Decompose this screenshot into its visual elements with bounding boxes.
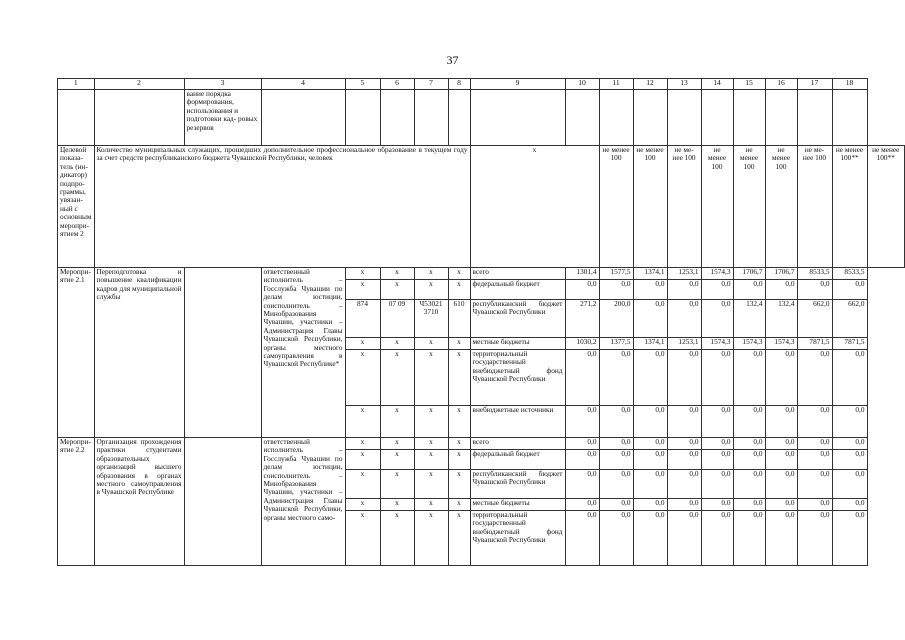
indicator-row [58, 146, 905, 268]
table-cell [599, 90, 633, 146]
funding-source: республиканский бюджет Чувашской Республики [470, 300, 565, 338]
activity-name: Переподготовка и повышение квалификации кадров для муниципальной службы [94, 268, 184, 438]
amount-value: 0,0 [565, 499, 599, 511]
table-cell [701, 90, 733, 146]
budget-code: x [414, 511, 448, 566]
budget-code: x [380, 511, 414, 566]
amount-value: 0,0 [667, 499, 701, 511]
budget-code: 610 [448, 300, 470, 338]
budget-code: x [380, 268, 414, 280]
amount-value: 0,0 [701, 450, 733, 470]
activity-row [58, 268, 905, 280]
amount-value: 0,0 [599, 499, 633, 511]
activity-executor: ответственный исполнитель – Госслужба Чувашии по делам юстиции, соисполнитель – Минобразования Чувашии, участники – Администрация Главы Чувашской Республики, органы местного само- [261, 438, 345, 566]
amount-value: 200,0 [599, 300, 633, 338]
budget-code: x [414, 499, 448, 511]
amount-value: 7871,5 [797, 338, 832, 350]
amount-value: 0,0 [599, 450, 633, 470]
budget-code: x [345, 450, 380, 470]
amount-value: 0,0 [667, 511, 701, 566]
amount-value: 0,0 [733, 511, 765, 566]
column-number: 4 [261, 79, 345, 90]
funding-source: федеральный бюджет [470, 450, 565, 470]
amount-value: 132,4 [765, 300, 797, 338]
activity-label: Меропри- ятие 2.1 [58, 268, 95, 438]
amount-value: 0,0 [701, 511, 733, 566]
budget-code: x [380, 406, 414, 438]
funding-source: местные бюджеты [470, 338, 565, 350]
budget-code: x [448, 499, 470, 511]
budget-code: x [448, 280, 470, 300]
column-number: 6 [380, 79, 414, 90]
funding-source: внебюджетные источники [470, 406, 565, 438]
amount-value: 0,0 [733, 450, 765, 470]
column-number: 9 [470, 79, 565, 90]
amount-value: 0,0 [797, 470, 832, 499]
amount-value: 1706,7 [765, 268, 797, 280]
amount-value: 0,0 [797, 511, 832, 566]
amount-value: 0,0 [765, 499, 797, 511]
indicator-value: не менее 100 [701, 146, 733, 268]
amount-value: 0,0 [565, 350, 599, 406]
amount-value: 0,0 [565, 406, 599, 438]
table-cell [94, 90, 184, 146]
table-cell [261, 90, 345, 146]
column-number: 10 [565, 79, 599, 90]
table-cell [733, 90, 765, 146]
amount-value: 0,0 [765, 280, 797, 300]
amount-value: 1574,3 [765, 338, 797, 350]
amount-value: 0,0 [667, 406, 701, 438]
amount-value: 0,0 [667, 450, 701, 470]
amount-value: 0,0 [667, 280, 701, 300]
amount-value: 0,0 [633, 406, 667, 438]
column-number: 1 [58, 79, 95, 90]
funding-source: территориальный государственный внебюджетный фонд Чувашской Республики [470, 511, 565, 566]
budget-code: x [345, 338, 380, 350]
amount-value: 0,0 [765, 350, 797, 406]
budget-code: x [448, 268, 470, 280]
indicator-value: не ме- нее 100 [667, 146, 701, 268]
funding-source: местные бюджеты [470, 499, 565, 511]
amount-value: 0,0 [832, 438, 867, 450]
amount-value: 1574,3 [701, 268, 733, 280]
amount-value: 0,0 [633, 450, 667, 470]
column-number: 12 [633, 79, 667, 90]
budget-code: x [414, 450, 448, 470]
amount-value: 0,0 [667, 470, 701, 499]
amount-value: 662,0 [797, 300, 832, 338]
amount-value: 8533,5 [832, 268, 867, 280]
amount-value: 0,0 [667, 300, 701, 338]
amount-value: 1253,1 [667, 268, 701, 280]
budget-code: x [345, 511, 380, 566]
amount-value: 0,0 [765, 450, 797, 470]
budget-code: x [448, 350, 470, 406]
budget-code: x [414, 470, 448, 499]
budget-code: x [345, 499, 380, 511]
funding-source: федеральный бюджет [470, 280, 565, 300]
table-cell [414, 90, 448, 146]
budget-code: x [345, 406, 380, 438]
table-cell [184, 438, 261, 566]
budget-table [57, 78, 905, 566]
amount-value: 0,0 [832, 280, 867, 300]
continuation-text: вание порядка формирования, использования и подготовки кад- ровых резервов [184, 90, 261, 146]
column-number: 3 [184, 79, 261, 90]
amount-value: 0,0 [633, 350, 667, 406]
budget-code: 07 09 [380, 300, 414, 338]
budget-code: x [448, 511, 470, 566]
amount-value: 0,0 [633, 470, 667, 499]
indicator-x: x [470, 146, 599, 268]
budget-code: x [380, 338, 414, 350]
amount-value: 0,0 [565, 280, 599, 300]
budget-code: x [414, 406, 448, 438]
funding-source: территориальный государственный внебюджетный фонд Чувашской Республики [470, 350, 565, 406]
indicator-text: Количество муниципальных служащих, прошедших дополнительное профессиональное образование в текущем году за счет средств республиканского бюджета Чувашской Республики, человек [94, 146, 470, 268]
table-cell [797, 90, 832, 146]
column-number: 2 [94, 79, 184, 90]
amount-value: 1574,3 [733, 338, 765, 350]
budget-code: x [448, 438, 470, 450]
amount-value: 0,0 [832, 450, 867, 470]
amount-value: 7871,5 [832, 338, 867, 350]
funding-source: всего [470, 268, 565, 280]
amount-value: 0,0 [667, 350, 701, 406]
budget-code: x [448, 470, 470, 499]
activity-row [58, 438, 905, 450]
column-number: 18 [832, 79, 867, 90]
budget-code: x [380, 499, 414, 511]
amount-value: 0,0 [832, 511, 867, 566]
amount-value: 0,0 [565, 511, 599, 566]
table-cell [667, 90, 701, 146]
amount-value: 0,0 [701, 350, 733, 406]
amount-value: 0,0 [797, 406, 832, 438]
activity-label: Меропри- ятие 2.2 [58, 438, 95, 566]
budget-code: x [380, 450, 414, 470]
page-number: 37 [446, 53, 459, 67]
amount-value: 1253,1 [667, 338, 701, 350]
indicator-value: не ме- нее 100 [797, 146, 832, 268]
budget-code: x [345, 268, 380, 280]
amount-value: 0,0 [797, 350, 832, 406]
amount-value: 8533,5 [797, 268, 832, 280]
amount-value: 0,0 [633, 499, 667, 511]
column-number: 5 [345, 79, 380, 90]
amount-value: 1374,1 [633, 338, 667, 350]
budget-code: x [414, 338, 448, 350]
amount-value: 0,0 [701, 300, 733, 338]
amount-value: 0,0 [701, 280, 733, 300]
table-cell [58, 90, 95, 146]
budget-code: x [380, 350, 414, 406]
amount-value: 0,0 [797, 499, 832, 511]
amount-value: 0,0 [599, 438, 633, 450]
amount-value: 0,0 [797, 450, 832, 470]
budget-code: x [345, 470, 380, 499]
table-cell [470, 90, 565, 146]
amount-value: 0,0 [599, 350, 633, 406]
amount-value: 0,0 [733, 406, 765, 438]
amount-value: 0,0 [765, 470, 797, 499]
budget-code: x [414, 438, 448, 450]
amount-value: 0,0 [832, 470, 867, 499]
header-row [58, 79, 905, 90]
amount-value: 0,0 [667, 438, 701, 450]
table-cell [765, 90, 797, 146]
amount-value: 1301,4 [565, 268, 599, 280]
table-cell [380, 90, 414, 146]
budget-code: 874 [345, 300, 380, 338]
column-number: 16 [765, 79, 797, 90]
amount-value: 0,0 [733, 350, 765, 406]
amount-value: 132,4 [733, 300, 765, 338]
budget-code: x [414, 350, 448, 406]
amount-value: 0,0 [832, 350, 867, 406]
amount-value: 0,0 [733, 499, 765, 511]
amount-value: 1377,5 [599, 338, 633, 350]
budget-code: x [380, 438, 414, 450]
amount-value: 1030,2 [565, 338, 599, 350]
indicator-value: не менее 100** [867, 146, 905, 268]
table-cell [448, 90, 470, 146]
column-number: 7 [414, 79, 448, 90]
amount-value: 0,0 [599, 511, 633, 566]
budget-code: x [345, 280, 380, 300]
amount-value: 0,0 [599, 280, 633, 300]
amount-value: 0,0 [599, 470, 633, 499]
column-number: 17 [797, 79, 832, 90]
funding-source: республиканский бюджет Чувашской Республики [470, 470, 565, 499]
activity-name: Организация прохождения практики студентами образовательных организаций высшего образования в органах местного самоуправления в Чувашской Республике [94, 438, 184, 566]
amount-value: 0,0 [765, 511, 797, 566]
amount-value: 0,0 [733, 438, 765, 450]
amount-value: 662,0 [832, 300, 867, 338]
amount-value: 0,0 [701, 406, 733, 438]
budget-code: x [380, 470, 414, 499]
budget-code: x [414, 268, 448, 280]
amount-value: 0,0 [832, 499, 867, 511]
amount-value: 0,0 [765, 438, 797, 450]
table-cell [832, 90, 867, 146]
budget-code: x [345, 350, 380, 406]
amount-value: 1706,7 [733, 268, 765, 280]
budget-code: x [345, 438, 380, 450]
budget-code: x [448, 338, 470, 350]
indicator-value: не менее 100 [633, 146, 667, 268]
amount-value: 1574,3 [701, 338, 733, 350]
amount-value: 0,0 [733, 470, 765, 499]
amount-value: 0,0 [701, 438, 733, 450]
budget-code: x [448, 406, 470, 438]
budget-code: x [448, 450, 470, 470]
amount-value: 0,0 [633, 511, 667, 566]
amount-value: 0,0 [765, 406, 797, 438]
amount-value: 0,0 [733, 280, 765, 300]
amount-value: 0,0 [832, 406, 867, 438]
indicator-value: не менее 100** [832, 146, 867, 268]
continuation-row [58, 90, 905, 146]
budget-code: x [414, 280, 448, 300]
amount-value: 0,0 [599, 406, 633, 438]
amount-value: 271,2 [565, 300, 599, 338]
funding-source: всего [470, 438, 565, 450]
amount-value: 1374,1 [633, 268, 667, 280]
table-cell [565, 90, 599, 146]
amount-value: 0,0 [565, 450, 599, 470]
indicator-value: не менее 100 [733, 146, 765, 268]
amount-value: 0,0 [797, 438, 832, 450]
table-cell [345, 90, 380, 146]
amount-value: 0,0 [633, 280, 667, 300]
column-number: 15 [733, 79, 765, 90]
amount-value: 0,0 [565, 438, 599, 450]
amount-value: 0,0 [701, 499, 733, 511]
table-cell [633, 90, 667, 146]
amount-value: 0,0 [701, 470, 733, 499]
indicator-label: Целевой показа- тель (ин- дикатор) подпро- граммы, увязан- ный с основным меропри- ятием 2 [58, 146, 95, 268]
amount-value: 0,0 [565, 470, 599, 499]
column-number: 13 [667, 79, 701, 90]
column-number: 8 [448, 79, 470, 90]
amount-value: 0,0 [797, 280, 832, 300]
amount-value: 0,0 [633, 438, 667, 450]
column-number: 14 [701, 79, 733, 90]
budget-code: Ч53021 3710 [414, 300, 448, 338]
amount-value: 0,0 [633, 300, 667, 338]
amount-value: 1577,5 [599, 268, 633, 280]
column-number: 11 [599, 79, 633, 90]
budget-code: x [380, 280, 414, 300]
indicator-value: не менее 100 [599, 146, 633, 268]
indicator-value: не менее 100 [765, 146, 797, 268]
table-cell [184, 268, 261, 438]
activity-executor: ответственный исполнитель – Госслужба Чувашии по делам юстиции, соисполнитель – Минобразования Чувашии, участники – Администрация Главы Чувашской Республики, органы местного самоуправления в Чувашской Республике* [261, 268, 345, 438]
